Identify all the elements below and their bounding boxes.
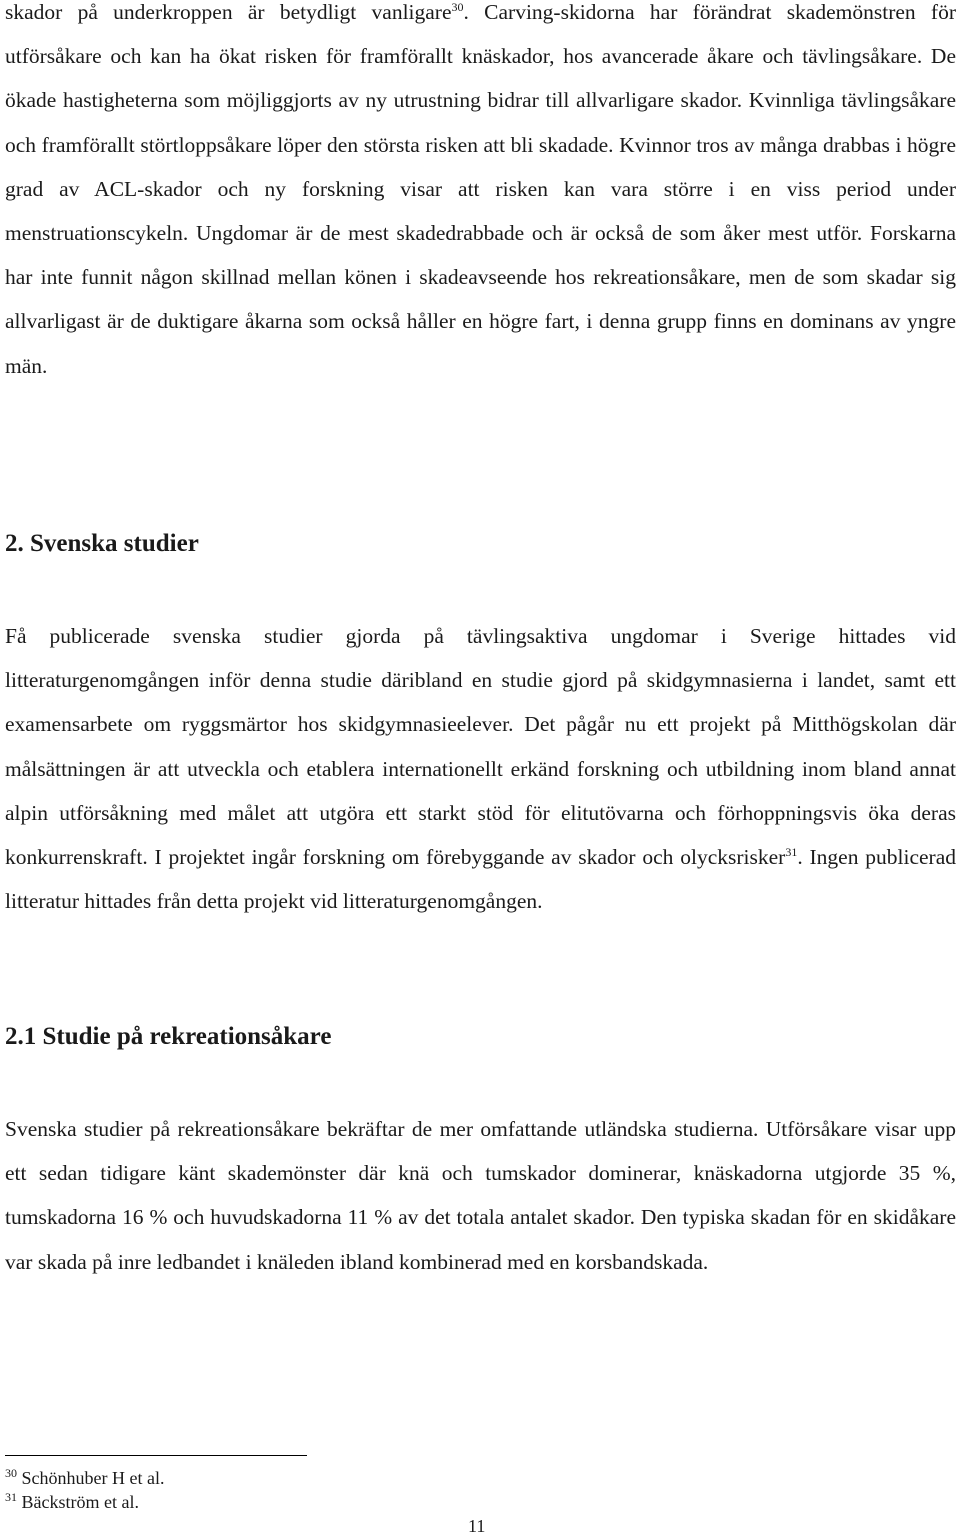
page-number: 11 xyxy=(468,1516,486,1536)
paragraph-text: . Ingen publicerad litteratur hittades från detta projekt vid litteraturgenomgången. xyxy=(5,845,957,914)
paragraph-injury-patterns xyxy=(5,0,956,388)
footnote-number: 30 xyxy=(5,1466,17,1480)
paragraph-swedish-studies xyxy=(5,614,956,923)
footnote-30 xyxy=(5,1466,164,1490)
footnote-separator xyxy=(5,1455,307,1456)
footnote-31 xyxy=(5,1490,139,1514)
footnote-number: 31 xyxy=(5,1490,17,1504)
paragraph-text: skador på underkroppen är betydligt vanligare xyxy=(5,0,452,24)
footnote-reference: 31 xyxy=(785,844,798,859)
paragraph-text: Få publicerade svenska studier gjorda på tävlingsaktiva ungdomar i Sverige hittades vid litteraturgenomgången inför denna studie däribland en studie gjord på skidgymnasierna i landet, samt ett examensarbete om ryggsmärtor hos skidgymnasieelever. Det pågår nu ett projekt på Mitthögskolan där målsättningen är att utveckla och etablera internationellt erkänd forskning och utbildning inom bland annat alpin utförsåkning med målet att utgöra ett starkt stöd för elitutövarna och förhoppningsvis öka deras konkurrenskraft. I projektet ingår forskning om förebyggande av skador och olycksrisker xyxy=(5,624,956,870)
paragraph-recreational-skiers: Svenska studier på rekreationsåkare bekräftar de mer omfattande utländska studierna. Utförsåkare visar upp ett sedan tidigare känt skademönster där knä och tumskador dominerar, knäskadorna utgjorde 35 %, tumskadorna 16 % och huvudskadorna 11 % av det totala antalet skador. Den typiska skadan för en skidåkare var skada på inre ledbandet i knäleden ibland kombinerad med en korsbandskada. xyxy=(5,1117,956,1274)
footnote-text: Bäckström et al. xyxy=(21,1492,139,1512)
section-heading-swedish-studies: 2. Svenska studier xyxy=(5,530,199,557)
footnote-reference: 30 xyxy=(451,0,464,14)
footnote-text: Schönhuber H et al. xyxy=(21,1468,165,1488)
section-heading-recreational-study: 2.1 Studie på rekreationsåkare xyxy=(5,1023,332,1050)
paragraph-text: . Carving-skidorna har förändrat skademönstren för utförsåkare och kan ha ökat risken för framförallt knäskador, hos avancerade åkare och tävlingsåkare. De ökade hastigheterna som möjliggjorts av ny utrustning bidrar till allvarligare skador. Kvinnliga tävlingsåkare och framförallt störtloppsåkare löper den största risken att bli skadade. Kvinnor tros av många drabbas i högre grad av ACL-skador och ny forskning visar att risken kan vara större i en viss period under menstruationscykeln. Ungdomar är de mest skadedrabbade och är också de som åker mest utför. Forskarna har inte funnit någon skillnad mellan könen i skadeavseende hos rekreationsåkare, men de som skadar sig allvarligast är de duktigare åkarna som också håller en högre fart, i denna grupp finns en dominans av yngre män. xyxy=(5,0,957,378)
